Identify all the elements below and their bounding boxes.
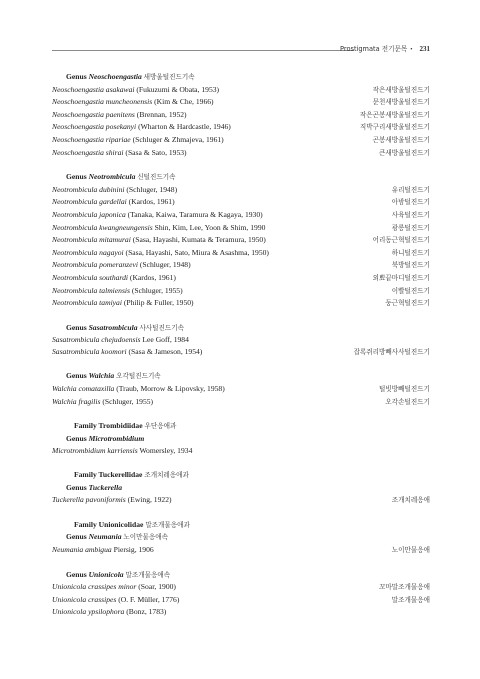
species-entry (52, 297, 194, 309)
species-korean-name: 곤봉새방울털진드기 (372, 135, 430, 144)
genus-name: Unionicola (88, 569, 124, 579)
species-author: (Kim & Che, 1966) (154, 97, 214, 107)
species-author: (Kardos, 1961) (129, 272, 176, 282)
species-entry (52, 396, 153, 408)
species-korean-name: 꼬마말조개물응애 (379, 583, 430, 592)
species-name: Sasatrombicula chejudoensis (52, 335, 141, 345)
species-entry (52, 184, 177, 196)
family-name: Family Unionicolidae (74, 519, 144, 529)
species-entry (52, 594, 179, 606)
species-author: (Sasa, Hayashi, Sato, Miura & Asashma, 1950) (125, 247, 269, 257)
species-korean-name: 하니털진드기 (391, 248, 430, 257)
species-row (52, 96, 430, 109)
genus-heading: Genus Microtrombidium (66, 433, 145, 443)
species-name: Neotrombicula tamiyai (52, 298, 122, 308)
species-row (52, 121, 430, 134)
species-name: Neotrombicula japonica (52, 209, 126, 219)
genus-korean-name: 말조개물응애속 (125, 570, 171, 579)
species-author: Womersley, 1934 (139, 446, 193, 456)
species-row (52, 445, 430, 457)
genus-heading: Genus Sasatrombicula 사사털진드기속 (66, 322, 185, 332)
species-author: (Schluger, 1955) (102, 396, 154, 406)
species-author: (Sasa, Hayashi, Kumata & Teramura, 1950) (132, 235, 266, 245)
species-entry (52, 84, 219, 96)
species-name: Neotrombicula southardi (52, 272, 129, 282)
genus-korean-name: 노이만물응애속 (123, 533, 168, 542)
species-entry (52, 147, 187, 159)
species-name: Walchia comataxilla (52, 384, 115, 394)
family-heading (52, 519, 430, 532)
family-name: Family Trombidiidae (74, 421, 143, 431)
species-checklist (52, 71, 430, 618)
species-korean-name: 잡록쥐리방빼사사털진드기 (353, 347, 430, 356)
species-korean-name: 털빗방빼털진드기 (379, 385, 430, 394)
species-author: (O. F. Müller, 1776) (118, 594, 180, 604)
species-author: (Fukuzumi & Obata, 1953) (136, 84, 220, 94)
species-entry (52, 544, 154, 556)
species-name: Microtrombidium karriensis (52, 446, 138, 456)
genus-korean-name: 신털진드기속 (137, 173, 176, 182)
species-row (52, 606, 430, 618)
species-author: (Ewing, 1922) (127, 495, 172, 505)
genus-name: Neoschoengastia (88, 72, 142, 81)
species-korean-name: 이빨털진드기 (391, 286, 430, 295)
species-row (52, 247, 430, 260)
genus-name: Neotrombicula (88, 172, 136, 182)
genus-heading: Genus Neotrombicula 신털진드기속 (66, 172, 176, 182)
genus-name: Sasatrombicula (88, 322, 138, 332)
species-name: Neotrombicula talmiensis (52, 285, 130, 295)
species-korean-name: 어리동근혁털진드기 (372, 236, 430, 245)
genus-name: Microtrombidium (88, 433, 145, 443)
running-title: Prostigmata 전기문목 (340, 45, 408, 53)
family-name: Family Tuckerellidae (74, 470, 143, 480)
species-author: (Sasa & Jameson, 1954) (128, 346, 203, 356)
species-name: Neumania ambigua (52, 545, 112, 554)
species-korean-name: 아밤털진드기 (391, 198, 430, 207)
species-entry (52, 383, 225, 395)
species-name: Unionicola crassipes (52, 594, 117, 604)
species-korean-name: 광릉털진드기 (391, 223, 430, 232)
species-korean-name: 직박구리새방울털진드기 (359, 123, 430, 132)
page-number: 231 (419, 45, 430, 53)
species-row (52, 297, 430, 310)
species-korean-name: 오각손털진드기 (385, 397, 430, 406)
family-heading (52, 420, 430, 433)
species-author: (Tanaka, Kaiwa, Taramura & Kagaya, 1930) (127, 209, 263, 219)
species-korean-name: 유리털진드기 (391, 185, 430, 194)
species-name: Tuckerella pavoniformis (52, 495, 126, 505)
species-row (52, 196, 430, 209)
species-author: Shin, Kim, Lee, Yoon & Shim, 1990 (154, 222, 266, 232)
species-name: Walchia fragilis (52, 396, 101, 406)
species-author: (Traub, Morrow & Lipovsky, 1958) (116, 384, 225, 394)
species-entry (52, 96, 214, 108)
species-korean-name: 외뾰끝마디털진드기 (372, 273, 430, 282)
species-name: Neoschoengastia muncheonensis (52, 97, 153, 107)
species-entry (52, 247, 269, 259)
page-header (52, 44, 430, 54)
species-entry (52, 581, 176, 593)
genus-heading: Genus Tuckerella (66, 482, 123, 492)
family-korean-name: 말조개물응애과 (145, 520, 190, 529)
species-entry (52, 134, 224, 146)
species-row (52, 383, 430, 396)
species-entry (52, 285, 183, 297)
species-name: Neoschoengastia shirai (52, 147, 124, 157)
species-korean-name: 노이만물응애 (391, 546, 430, 554)
species-entry (52, 234, 266, 246)
species-row (52, 581, 430, 594)
species-entry (52, 209, 263, 221)
species-name: Neotrombicula kwangneungensis (52, 222, 153, 232)
genus-heading: Genus Unionicola 말조개물응애속 (66, 569, 171, 579)
family-heading (52, 469, 430, 482)
species-korean-name: 큰새방울털진드기 (379, 148, 430, 157)
species-entry (52, 196, 175, 208)
species-author: (Schluger, 1948) (139, 260, 191, 270)
species-name: Neotrombicula mitamurai (52, 235, 131, 245)
genus-korean-name: 오각털진드기속 (116, 372, 161, 381)
species-row (52, 285, 430, 298)
species-korean-name: 사육털진드기 (391, 210, 430, 219)
species-row (52, 222, 430, 235)
species-korean-name: 말조개물응애 (391, 595, 430, 604)
species-name: Neoschoengastia posekanyi (52, 122, 137, 132)
species-row (52, 396, 430, 409)
species-author: (Wharton & Hardcastle, 1946) (138, 122, 231, 132)
species-korean-name: 조개치레응애 (391, 496, 430, 505)
genus-name: Walchia (88, 371, 115, 381)
species-entry (52, 494, 172, 506)
species-author: (Brennan, 1952) (136, 109, 187, 119)
species-row (52, 494, 430, 507)
species-name: Neoschoengastia asakawai (52, 84, 135, 94)
species-author: (Soar, 1900) (138, 582, 176, 592)
species-row (52, 234, 430, 247)
species-entry (52, 109, 187, 121)
species-row (52, 84, 430, 97)
species-name: Neotrombicula dubinini (52, 184, 125, 194)
genus-heading: Genus Neoschoengastia 새방울털진드기속 (66, 72, 195, 81)
species-entry (52, 445, 192, 457)
species-korean-name: 작은곤봉새방울털진드기 (359, 110, 430, 119)
genus-korean-name: 사사털진드기속 (139, 323, 185, 332)
genus-name: Tuckerella (88, 482, 123, 492)
species-name: Neoschoengastia paenitens (52, 109, 135, 119)
species-row (52, 184, 430, 197)
species-author: (Philip & Fuller, 1950) (123, 298, 194, 308)
header-bullet: • (410, 46, 413, 53)
species-author: (Schluger & Zhmajeva, 1961) (132, 134, 224, 144)
species-row (52, 594, 430, 607)
species-row (52, 272, 430, 285)
species-korean-name: 작은새방울털진드기 (372, 85, 430, 94)
species-row (52, 109, 430, 122)
species-name: Unionicola ypsilophora (52, 607, 125, 617)
species-row (52, 259, 430, 272)
species-author: (Sasa & Sato, 1953) (125, 147, 187, 157)
species-row (52, 334, 430, 346)
species-entry (52, 222, 265, 234)
species-row (52, 209, 430, 222)
species-author: Lee Goff, 1984 (142, 335, 189, 345)
species-author: (Bonz, 1783) (126, 607, 167, 617)
species-name: Neoschoengastia ripariae (52, 134, 131, 144)
family-korean-name: 조개치레응애과 (144, 471, 189, 480)
species-row (52, 544, 430, 557)
species-author: (Schluger, 1948) (126, 184, 178, 194)
species-korean-name: 북방털진드기 (391, 261, 430, 270)
species-entry (52, 334, 189, 346)
species-entry (52, 121, 231, 133)
species-korean-name: 둥근혁털진드기 (385, 299, 430, 308)
species-name: Neotrombicula pomeranzevi (52, 260, 138, 270)
species-korean-name: 문천새방울털진드기 (372, 98, 430, 107)
species-entry (52, 346, 202, 358)
species-author: (Kardos, 1961) (128, 197, 175, 207)
genus-name: Neumania (88, 532, 122, 542)
species-name: Sasatrombicula koomori (52, 346, 127, 356)
species-author: Piersig, 1906 (113, 545, 154, 554)
species-entry (52, 606, 166, 618)
species-entry (52, 272, 176, 284)
species-row (52, 346, 430, 359)
species-row (52, 147, 430, 160)
species-name: Neotrombicula gardellai (52, 197, 127, 207)
genus-heading: Genus Neumania 노이만물응애속 (66, 532, 168, 542)
genus-heading: Genus Walchia 오각털진드기속 (66, 371, 161, 381)
species-row (52, 134, 430, 147)
species-name: Unionicola crassipes minor (52, 582, 137, 592)
header-rule (52, 50, 354, 51)
genus-korean-name: 새방울털진드기속 (143, 73, 195, 81)
species-entry (52, 259, 191, 271)
family-korean-name: 우단응애과 (144, 422, 177, 431)
species-name: Neotrombicula nagayoi (52, 247, 124, 257)
running-header (340, 44, 430, 55)
species-author: (Schluger, 1955) (131, 285, 183, 295)
